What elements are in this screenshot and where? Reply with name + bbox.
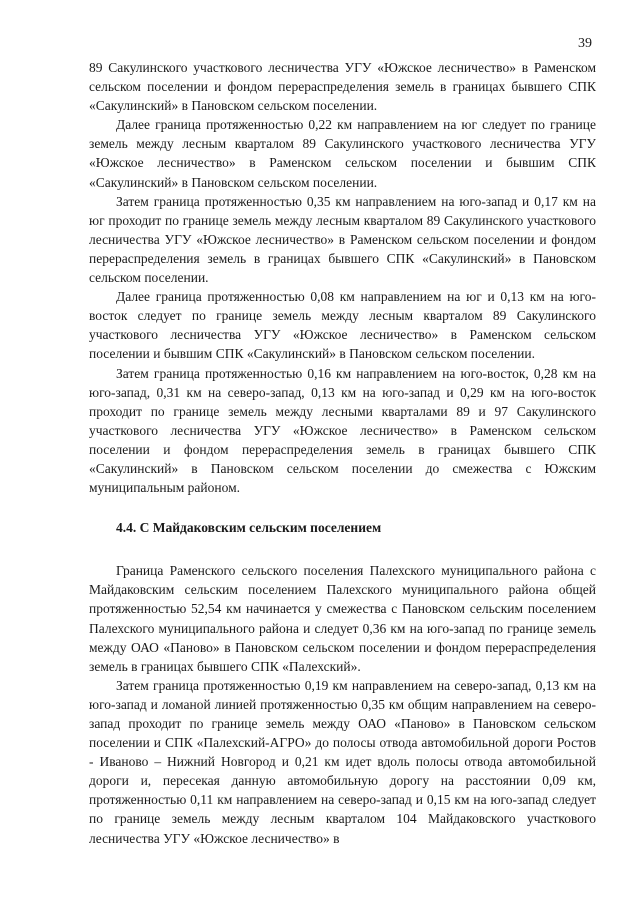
section-heading: 4.4. С Майдаковским сельским поселением	[116, 520, 382, 536]
paragraph-5: Затем граница протяженностью 0,16 км направлением на юго-восток, 0,28 км на юго-запад, 0,31 км на северо-запад, 0,13 км на юго-запад и 0,29 км на юго-восток проходит по границе земель между лесными кварталами 89 и 97 Сакулинского участкового лесничества УГУ «Южское лесничество» в Раменском сельском поселении и фондом перераспределения земель в границах бывшего СПК «Сакулинский» в Пановском сельском поселении до смежества с Южским муниципальным районом.	[89, 365, 596, 496]
paragraph-4: Далее граница протяженностью 0,08 км направлением на юг и 0,13 км на юго-восток следует по границе земель между лесным кварталом 89 Сакулинского участкового лесничества УГУ «Южское лесничество» в Раменском сельском поселении и бывшим СПК «Сакулинский» в Пановском сельском поселении.	[89, 289, 596, 362]
paragraph-3: Затем граница протяженностью 0,35 км направлением на юго-запад и 0,17 км на юг проходит по границе земель между лесным кварталом 89 Сакулинского участкового лесничества УГУ «Южское лесничество» в Раменском сельском поселении и фондом перераспределения земель в границах бывшего СПК «Сакулинский» в Пановском сельском поселении.	[89, 193, 596, 286]
paragraph-7: Затем граница протяженностью 0,19 км направлением на северо-запад, 0,13 км на юго-запад и ломаной линией протяженностью 0,35 км общим направлением на северо-запад проходит по границе земель между ОАО «Паново» в Пановском сельском поселении и СПК «Палехский-АГРО» до полосы отвода автомобильной дороги Ростов - Иваново – Нижний Новгород и 0,21 км идет вдоль полосы отвода автомобильной дороги и, пересекая данную автомобильную дорогу на расстоянии 0,09 км, протяженностью 0,11 км направлением на северо-запад и 0,15 км на юго-запад следует по границе земель между лесным кварталом 104 Майдаковского участкового лесничества УГУ «Южское лесничество» в	[89, 677, 596, 846]
paragraph-6: Граница Раменского сельского поселения Палехского муниципального района с Майдаковским сельским поселением Палехского муниципального района общей протяженностью 52,54 км начинается у смежества с Пановском сельским поселением Палехского муниципального района и следует 0,36 км на юго-запад по границе земель между ОАО «Паново» в Пановском сельском поселении и фондом перераспределения земель в границах бывшего СПК «Палехский».	[89, 563, 596, 674]
paragraph-1: 89 Сакулинского участкового лесничества УГУ «Южское лесничество» в Раменском сельском поселении и фондом перераспределения земель в границах бывшего СПК «Сакулинский» в Пановском сельском поселении.	[89, 60, 596, 114]
page-number: 39	[578, 36, 592, 51]
paragraph-2: Далее граница протяженностью 0,22 км направлением на юг следует по границе земель между лесным кварталом 89 Сакулинского участкового лесничества УГУ «Южское лесничество» в Раменском сельском поселении и бывшим СПК «Сакулинский» в Пановском сельском поселении.	[89, 117, 596, 190]
document-body	[89, 58, 596, 848]
